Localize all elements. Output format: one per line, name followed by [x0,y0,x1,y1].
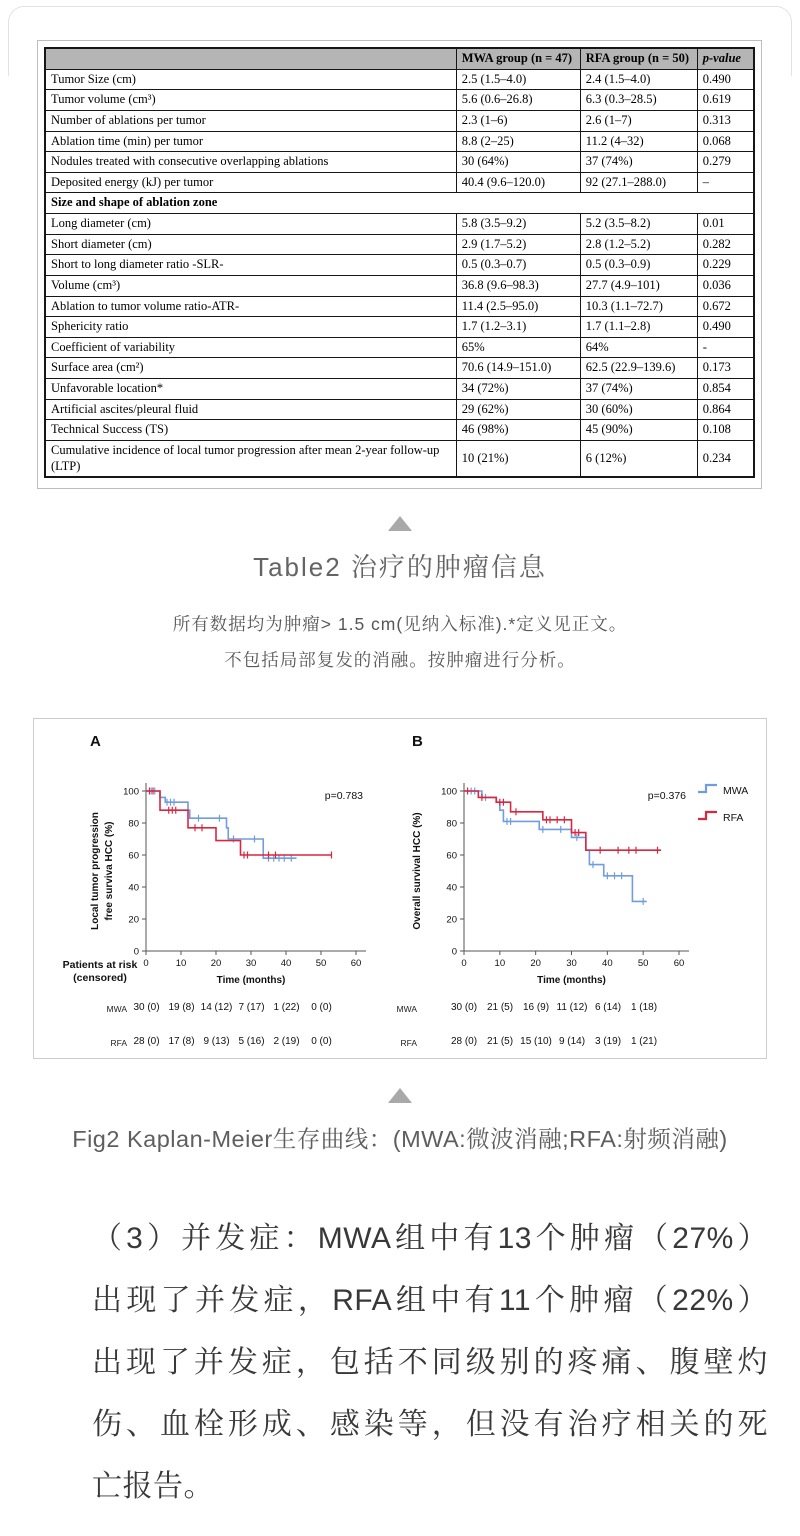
table-row: Deposited energy (kJ) per tumor 40.4 (9.6–120.0) 92 (27.1–288.0) – [45,172,754,193]
risk-count-cell: 5 (16) [238,1036,265,1047]
svg-text:0: 0 [451,946,457,958]
risk-count-cell: 19 (8) [168,1002,195,1013]
svg-text:60: 60 [673,958,685,969]
paragraph-line: 伤、血栓形成、感染等，但没有治疗相关的死 [92,1408,768,1441]
risk-count-cell: 28 (0) [133,1036,160,1047]
paragraph-line: 出现了并发症，RFA组中有11个肿瘤（22%） [92,1284,768,1317]
patients-at-risk-line2: (censored) [73,972,127,984]
risk-row-label-mwa-a: MWA [106,1004,127,1014]
collapse-triangle-icon [388,516,412,531]
svg-text:20: 20 [446,914,457,926]
patients-at-risk-label [56,959,144,985]
table-row: Number of ablations per tumor 2.3 (1–6) 2.6 (1–7) 0.313 [45,110,754,131]
svg-text:0: 0 [143,958,149,969]
svg-text:40: 40 [602,958,613,969]
table2-col-header: MWA group (n = 47) [456,48,580,69]
svg-text:p=0.783: p=0.783 [324,790,363,802]
table-row: Volume (cm³) 36.8 (9.6–98.3) 27.7 (4.9–101) 0.036 [45,275,754,296]
patients-at-risk-line1: Patients at risk [62,959,138,971]
risk-count-cell: 30 (0) [133,1002,160,1013]
paragraph-line: 出现了并发症，包括不同级别的疼痛、腹壁灼 [92,1346,768,1379]
km-plot-overall-survival [386,761,781,996]
svg-text:80: 80 [446,818,457,830]
table-row: Artificial ascites/pleural fluid 29 (62%) 30 (60%) 0.864 [45,399,754,420]
svg-text:40: 40 [128,882,139,894]
risk-count-cell: 0 (0) [311,1002,332,1013]
svg-text:60: 60 [128,850,139,862]
table-row: Coefficient of variability 65% 64% - [45,337,754,358]
svg-text:80: 80 [128,818,139,830]
fig2-kaplan-meier-figure [33,718,767,1059]
svg-text:40: 40 [446,882,457,894]
risk-count-cell: 2 (19) [273,1036,300,1047]
svg-text:30: 30 [566,958,577,969]
svg-text:40: 40 [280,958,292,969]
table-row: Long diameter (cm) 5.8 (3.5–9.2) 5.2 (3.5–8.2) 0.01 [45,214,754,235]
svg-text:RFA: RFA [723,812,744,824]
table2-container [37,40,762,489]
table-row: Ablation to tumor volume ratio-ATR- 11.4 (2.5–95.0) 10.3 (1.1–72.7) 0.672 [45,296,754,317]
table-row: Cumulative incidence of local tumor progression after mean 2-year follow-up (LTP) 10 (21%) 6 (12%) 0.234 [45,440,754,477]
collapse-triangle-icon-2 [388,1088,412,1103]
risk-row-values-mwa-b [446,1002,662,1013]
svg-text:10: 10 [175,958,187,969]
risk-count-cell: 30 (0) [450,1002,478,1013]
risk-row-label-rfa-b: RFA [400,1038,417,1048]
paragraph-line: 亡报告。 [92,1470,214,1503]
table-row: Ablation time (min) per tumor 8.8 (2–25) 11.2 (4–32) 0.068 [45,131,754,152]
svg-text:60: 60 [350,958,362,969]
svg-text:Local tumor progression: Local tumor progression [90,812,101,930]
risk-count-cell: 16 (9) [522,1002,550,1013]
svg-text:50: 50 [637,958,649,969]
svg-text:50: 50 [315,958,327,969]
svg-text:0: 0 [461,958,467,969]
risk-count-cell: 28 (0) [450,1036,478,1047]
table-row: Short diameter (cm) 2.9 (1.7–5.2) 2.8 (1.2–5.2) 0.282 [45,234,754,255]
svg-text:60: 60 [446,850,457,862]
table2-treated-tumor-info [44,47,755,478]
panel-a-label: A [90,733,101,750]
panel-b-label: B [412,733,423,750]
table2-col-header: RFA group (n = 50) [580,48,697,69]
risk-row-values-rfa-a [129,1036,339,1047]
table2-body [45,69,754,477]
risk-count-cell: 15 (10) [520,1036,552,1047]
svg-text:p=0.376: p=0.376 [647,790,686,802]
table-row: Tumor volume (cm³) 5.6 (0.6–26.8) 6.3 (0.3–28.5) 0.619 [45,90,754,111]
risk-count-cell: 9 (13) [203,1036,230,1047]
risk-count-cell: 3 (19) [594,1036,622,1047]
risk-count-cell: 6 (14) [594,1002,622,1013]
risk-count-cell: 11 (12) [556,1002,588,1013]
risk-count-cell: 1 (22) [273,1002,300,1013]
table-row: Surface area (cm²) 70.6 (14.9–151.0) 62.5 (22.9–139.6) 0.173 [45,358,754,379]
risk-count-cell: 17 (8) [168,1036,195,1047]
table2-note-line2: 不包括局部复发的消融。按肿瘤进行分析。 [224,650,576,670]
svg-text:20: 20 [530,958,541,969]
risk-count-cell: 9 (14) [558,1036,586,1047]
table-row: Tumor Size (cm) 2.5 (1.5–4.0) 2.4 (1.5–4.0) 0.490 [45,69,754,90]
risk-row-label-mwa-b: MWA [396,1004,417,1014]
table-row: Nodules treated with consecutive overlapping ablations 30 (64%) 37 (74%) 0.279 [45,152,754,173]
table2-col-header: p-value [697,48,754,69]
svg-text:0: 0 [133,946,139,958]
table-row: Short to long diameter ratio -SLR- 0.5 (0.3–0.7) 0.5 (0.3–0.9) 0.229 [45,255,754,276]
svg-text:Overall survival HCC (%): Overall survival HCC (%) [412,812,423,930]
svg-text:Time (months): Time (months) [537,975,606,986]
complications-paragraph [92,1208,768,1518]
paragraph-line: （3）并发症：MWA组中有13个肿瘤（27%） [92,1222,768,1255]
svg-text:free surviva HCC (%): free surviva HCC (%) [104,821,115,921]
svg-text:10: 10 [494,958,506,969]
risk-row-values-rfa-b [446,1036,662,1047]
svg-text:MWA: MWA [723,785,749,797]
risk-count-cell: 14 (12) [200,1002,233,1013]
table2-header [45,48,754,69]
svg-text:30: 30 [245,958,257,969]
table-row: Sphericity ratio 1.7 (1.2–3.1) 1.7 (1.1–2.8) 0.490 [45,317,754,338]
risk-count-cell: 1 (18) [630,1002,658,1013]
table2-caption: Table2 治疗的肿瘤信息 [253,552,547,582]
risk-row-label-rfa-a: RFA [110,1038,127,1048]
svg-text:20: 20 [128,914,139,926]
risk-row-values-mwa-a [129,1002,339,1013]
svg-text:100: 100 [441,786,457,798]
table-row: Technical Success (TS) 46 (98%) 45 (90%) 0.108 [45,420,754,441]
svg-text:Time (months): Time (months) [216,975,286,986]
svg-text:100: 100 [123,786,139,798]
risk-count-cell: 21 (5) [486,1002,514,1013]
risk-count-cell: 1 (21) [630,1036,658,1047]
fig2-caption: Fig2 Kaplan-Meier生存曲线：(MWA:微波消融;RFA:射频消融) [72,1126,728,1152]
risk-count-cell: 0 (0) [311,1036,332,1047]
table-row: Unfavorable location* 34 (72%) 37 (74%) 0.854 [45,379,754,400]
table2-note-line1: 所有数据均为肿瘤> 1.5 cm(见纳入标准).*定义见正文。 [172,614,628,634]
table2-col-header [45,48,456,69]
risk-count-cell: 21 (5) [486,1036,514,1047]
table-row: Size and shape of ablation zone [45,193,754,214]
svg-text:20: 20 [210,958,222,969]
risk-count-cell: 7 (17) [238,1002,265,1013]
